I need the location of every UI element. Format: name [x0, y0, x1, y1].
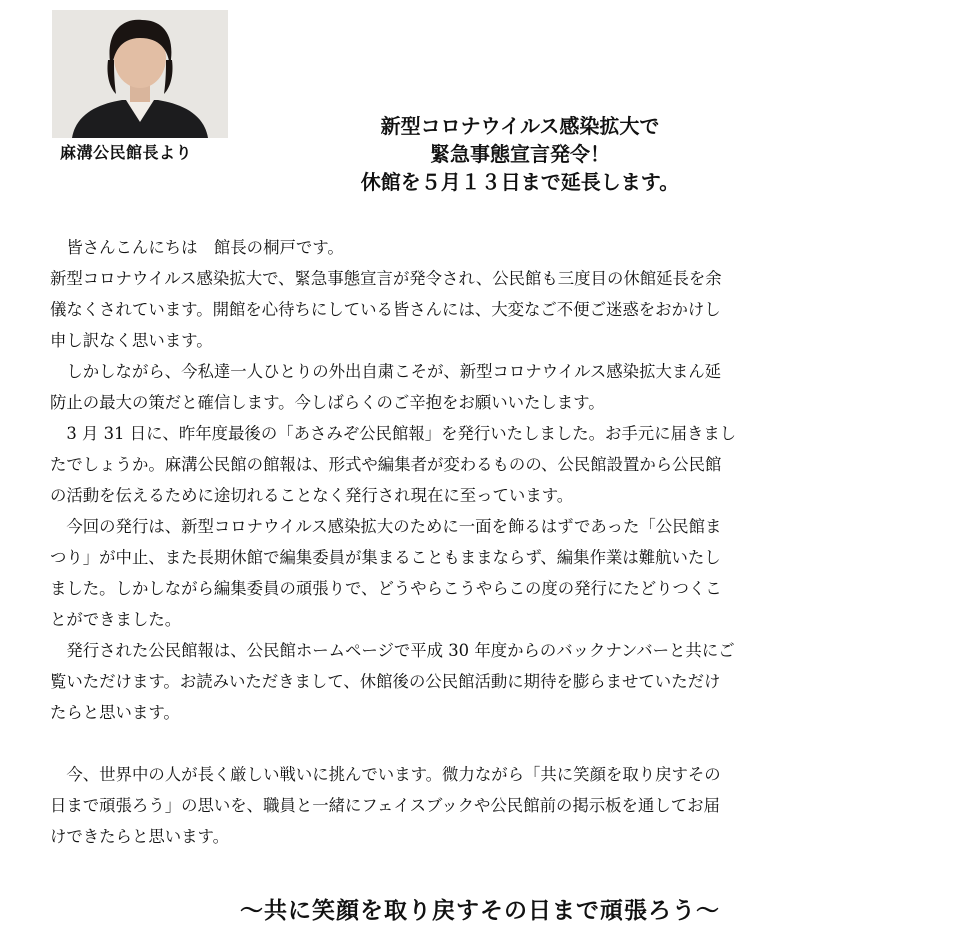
body-line: 防止の最大の策だと確信します。今しばらくのご辛抱をお願いいたします。	[50, 393, 605, 412]
body-line: 覧いただけます。お読みいただきまして、休館後の公民館活動に期待を膨らませていただけ	[50, 672, 721, 691]
body-line: しかしながら、今私達一人ひとりの外出自粛こそが、新型コロナウイルス感染拡大まん延	[50, 362, 722, 381]
body-line: 新型コロナウイルス感染拡大で、緊急事態宣言が発令され、公民館も三度目の休館延長を余	[50, 269, 722, 288]
body-line: ました。しかしながら編集委員の頑張りで、どうやらこうやらこの度の発行にたどりつくこ	[50, 579, 722, 598]
closing-slogan: ～共に笑顔を取り戻すその日まで頑張ろう～	[240, 897, 720, 924]
photo-caption: 麻溝公民館長より	[60, 143, 193, 162]
body-line: たらと思います。	[50, 703, 180, 722]
portrait-image	[52, 10, 228, 138]
headline-line: 新型コロナウイルス感染拡大で	[380, 114, 660, 138]
body-line: 今、世界中の人が長く厳しい戦いに挑んでいます。微力ながら「共に笑顔を取り戻すその	[50, 765, 721, 784]
body-line: 今回の発行は、新型コロナウイルス感染拡大のために一面を飾るはずであった「公民館ま	[50, 517, 722, 536]
body-line: たでしょうか。麻溝公民館の館報は、形式や編集者が変わるものの、公民館設置から公民館	[50, 455, 722, 474]
body-line: 申し訳なく思います。	[50, 331, 213, 350]
body-line: の活動を伝えるために途切れることなく発行され現在に至っています。	[50, 486, 574, 505]
body-line: 発行された公民館報は、公民館ホームページで平成 30 年度からのバックナンバーと共にご	[50, 641, 735, 660]
body-line: 3 月 31 日に、昨年度最後の「あさみぞ公民館報」を発行いたしました。お手元に届きまし	[50, 424, 737, 443]
headline-line: 休館を５月１３日まで延長します。	[360, 170, 680, 194]
body-line: 儀なくされています。開館を心待ちにしている皆さんには、大変なご不便ご迷惑をおかけし	[50, 300, 721, 319]
body-line: 日まで頑張ろう」の思いを、職員と一緒にフェイスブックや公民館前の掲示板を通してお届	[50, 796, 720, 815]
director-photo	[52, 10, 228, 138]
body-line: 皆さんこんにちは 館長の桐戸です。	[50, 238, 344, 257]
body-line: つり」が中止、また長期休館で編集委員が集まることもままならず、編集作業は難航いたし	[50, 548, 721, 567]
headline	[300, 112, 740, 196]
body-line: とができました。	[50, 610, 182, 629]
paragraph-spacer	[50, 728, 906, 759]
body-line: けできたらと思います。	[50, 827, 229, 846]
headline-line: 緊急事態宣言発令！	[430, 142, 610, 166]
message-body	[50, 232, 906, 852]
